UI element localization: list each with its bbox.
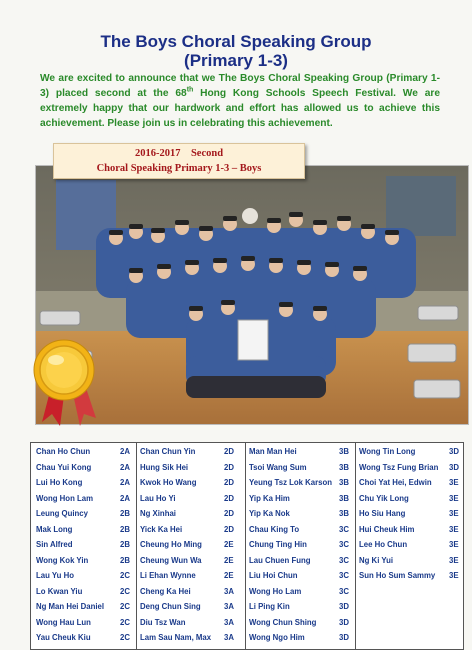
participant-name: Deng Chun Sing — [140, 602, 201, 611]
participant-name: Cheung Ho Ming — [140, 540, 202, 549]
participant-row — [140, 537, 243, 553]
participant-row — [36, 460, 134, 476]
participant-row — [36, 491, 134, 507]
participant-row — [36, 584, 134, 600]
participant-class: 3E — [449, 509, 459, 518]
participant-class: 3C — [339, 586, 349, 596]
participant-name: Cheung Wun Wa — [140, 555, 202, 565]
participant-row — [36, 475, 134, 491]
participant-class: 3A — [224, 617, 234, 627]
participant-name: Chau King To — [249, 524, 300, 534]
participant-class: 2D — [224, 462, 234, 472]
participant-class: 2D — [224, 447, 234, 456]
participant-class: 3D — [339, 602, 349, 611]
participant-name: Wong Ngo Him — [249, 633, 305, 642]
participant-row — [359, 444, 461, 460]
participant-name: Yau Cheuk Kiu — [36, 633, 91, 642]
gold-medal-icon — [26, 330, 126, 435]
participant-name: Wong Chun Shing — [249, 617, 317, 627]
participant-name: Wong Kok Yin — [36, 555, 89, 565]
participant-class: 3B — [339, 478, 349, 487]
participant-row — [140, 475, 243, 491]
participant-row — [140, 599, 243, 615]
page-title: The Boys Choral Speaking Group — [100, 32, 372, 51]
participants-column-2 — [140, 444, 243, 646]
participant-name: Chan Chun Yin — [140, 447, 196, 456]
participant-class: 3D — [339, 633, 349, 642]
participant-class: 2B — [120, 540, 130, 549]
participant-name: Diu Tsz Wan — [140, 617, 186, 627]
participant-class: 3D — [339, 617, 349, 627]
participant-name: Chan Ho Chun — [36, 447, 91, 456]
participant-class: 3E — [449, 493, 459, 503]
participant-name: Leung Quincy — [36, 509, 88, 518]
participant-class: 3E — [449, 524, 459, 534]
participant-class: 2C — [120, 586, 130, 596]
participant-row — [36, 553, 134, 569]
participant-class: 3B — [339, 447, 349, 456]
participant-name: Yip Ka Him — [249, 493, 290, 503]
award-year-placing: 2016-2017 Second — [134, 148, 224, 159]
participant-class: 3B — [339, 493, 349, 503]
participant-class: 3D — [449, 447, 459, 456]
participant-row — [140, 491, 243, 507]
participant-row — [249, 553, 353, 569]
participant-name: Li Ping Kin — [249, 602, 290, 611]
participants-column-4 — [359, 444, 461, 584]
participant-name: Man Man Hei — [249, 447, 297, 456]
participant-row — [36, 506, 134, 522]
participant-row — [140, 568, 243, 584]
participant-class: 2A — [120, 462, 130, 472]
participant-name: Ng Xinhai — [140, 509, 176, 518]
participant-row — [249, 522, 353, 538]
participant-class: 3C — [339, 524, 349, 534]
participant-name: Cheng Ka Hei — [140, 586, 191, 596]
participant-name: Hui Cheuk Him — [359, 524, 415, 534]
participant-row — [359, 475, 461, 491]
participant-name: Kwok Ho Wang — [140, 478, 197, 487]
participant-name: Lee Ho Chun — [359, 540, 408, 549]
participant-row — [36, 537, 134, 553]
participant-name: Chu Yik Long — [359, 493, 409, 503]
participant-class: 2C — [120, 617, 130, 627]
participant-row — [249, 506, 353, 522]
participant-class: 2A — [120, 447, 130, 456]
participant-row — [249, 584, 353, 600]
participant-row — [249, 444, 353, 460]
participant-row — [249, 630, 353, 646]
participant-class: 2A — [120, 493, 130, 503]
participant-class: 3C — [339, 571, 349, 580]
participant-row — [36, 615, 134, 631]
participant-row — [359, 568, 461, 584]
participant-class: 2E — [224, 540, 234, 549]
participant-row — [140, 460, 243, 476]
participant-class: 2D — [224, 509, 234, 518]
participant-class: 2B — [120, 524, 130, 534]
participant-name: Ng Ki Yui — [359, 555, 394, 565]
participant-name: Liu Hoi Chun — [249, 571, 298, 580]
participant-name: Lo Kwan Yiu — [36, 586, 83, 596]
participant-row — [140, 506, 243, 522]
ordinal-suffix: th — [186, 86, 194, 94]
participant-row — [36, 630, 134, 646]
participant-class: 2E — [224, 555, 234, 565]
announcement-paragraph — [40, 71, 440, 131]
participant-class: 2D — [224, 524, 234, 534]
participant-name: Ho Siu Hang — [359, 509, 406, 518]
participant-name: Yeung Tsz Lok Karson — [249, 478, 333, 487]
participants-table — [30, 442, 464, 650]
participant-row — [359, 522, 461, 538]
participant-class: 3E — [449, 571, 459, 580]
participant-name: Lam Sau Nam, Max — [140, 633, 212, 642]
participant-row — [36, 522, 134, 538]
participant-name: Lau Ho Yi — [140, 493, 176, 503]
participant-name: Wong Tsz Fung Brian — [359, 462, 439, 472]
participant-row — [249, 475, 353, 491]
participant-class: 3E — [449, 478, 459, 487]
participant-row — [359, 537, 461, 553]
participant-name: Hung Sik Hei — [140, 462, 189, 472]
column-divider — [136, 443, 137, 649]
participant-row — [140, 615, 243, 631]
participant-name: Sin Alfred — [36, 540, 73, 549]
participant-class: 2C — [120, 571, 130, 580]
participant-row — [249, 537, 353, 553]
participant-name: Wong Hau Lun — [36, 617, 91, 627]
participant-class: 3A — [224, 602, 234, 611]
participant-row — [359, 491, 461, 507]
participant-class: 3B — [339, 462, 349, 472]
participant-class: 2B — [120, 509, 130, 518]
participant-name: Li Ehan Wynne — [140, 571, 196, 580]
participant-name: Wong Hon Lam — [36, 493, 94, 503]
participant-name: Yip Ka Nok — [249, 509, 290, 518]
participant-name: Lau Chuen Fung — [249, 555, 311, 565]
participant-class: 2D — [224, 478, 234, 487]
participant-class: 2A — [120, 478, 130, 487]
participant-name: Lau Yu Ho — [36, 571, 74, 580]
participant-class: 3A — [224, 633, 234, 642]
participant-name: Wong Tin Long — [359, 447, 416, 456]
participant-class: 3E — [449, 540, 459, 549]
participant-name: Chau Yui Kong — [36, 462, 92, 472]
participant-row — [249, 568, 353, 584]
participant-name: Chung Ting Hin — [249, 540, 307, 549]
participant-row — [249, 491, 353, 507]
participant-row — [36, 568, 134, 584]
announcement-text-part1: We are excited to announce that we The Boys Choral Speaking Group (Primary 1-3) placed second at the 68 — [40, 73, 440, 99]
participant-name: Mak Long — [36, 524, 73, 534]
participant-class: 2B — [120, 555, 130, 565]
participant-class: 2E — [224, 571, 234, 580]
award-category: Choral Speaking Primary 1-3 – Boys — [96, 163, 262, 174]
page-subtitle: (Primary 1-3) — [184, 51, 288, 70]
participant-row — [249, 615, 353, 631]
column-divider — [355, 443, 356, 649]
award-caption — [53, 143, 305, 179]
column-divider — [245, 443, 246, 649]
participant-class: 3C — [339, 540, 349, 549]
participant-class: 3A — [224, 586, 234, 596]
participant-class: 2C — [120, 602, 130, 611]
participant-name: Wong Ho Lam — [249, 586, 302, 596]
participants-column-3 — [249, 444, 353, 646]
participant-row — [140, 630, 243, 646]
participant-row — [359, 506, 461, 522]
participant-row — [36, 444, 134, 460]
participant-class: 3C — [339, 555, 349, 565]
participant-row — [249, 599, 353, 615]
participant-name: Sun Ho Sum Sammy — [359, 571, 436, 580]
participant-class: 2C — [120, 633, 130, 642]
participant-class: 3B — [339, 509, 349, 518]
participant-row — [140, 584, 243, 600]
participant-class: 3E — [449, 555, 459, 565]
participant-name: Yick Ka Hei — [140, 524, 183, 534]
participant-name: Lui Ho Kong — [36, 478, 83, 487]
participant-name: Tsoi Wang Sum — [249, 462, 307, 472]
participant-row — [140, 553, 243, 569]
participant-row — [249, 460, 353, 476]
announcement-text-part2: Hong Kong Schools Speech Festival. We are extremely happy that our hardwork and effort has allowed us to achieve this achievement. Please join us in celebrating this achievement. — [40, 88, 440, 129]
participant-row — [140, 522, 243, 538]
participant-name: Ng Man Hei Daniel — [36, 602, 105, 611]
participant-row — [140, 444, 243, 460]
participant-class: 2D — [224, 493, 234, 503]
participant-class: 3D — [449, 462, 459, 472]
participant-row — [359, 460, 461, 476]
participant-name: Choi Yat Hei, Edwin — [359, 478, 432, 487]
participants-column-1 — [36, 444, 134, 646]
participant-row — [36, 599, 134, 615]
participant-row — [359, 553, 461, 569]
